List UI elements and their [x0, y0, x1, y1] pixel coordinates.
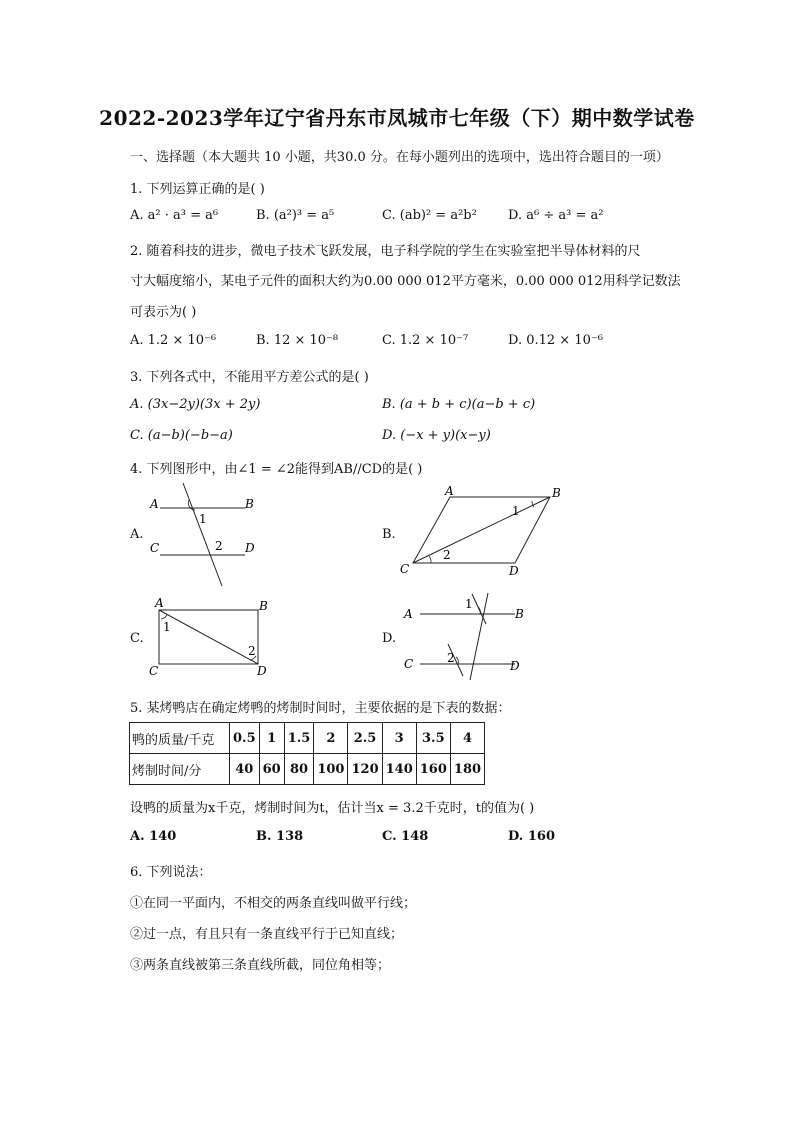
fig-d-angle-1: 1	[465, 597, 473, 611]
q2-option-b[interactable]: B. 12 × 10⁻⁸	[256, 333, 339, 348]
table-cell: 2.5	[348, 723, 382, 754]
fig-a-label-c: C	[150, 541, 160, 555]
q1-option-c[interactable]: C. (ab)² = a²b²	[382, 208, 477, 223]
table-cell: 160	[416, 754, 450, 785]
table-cell: 60	[259, 754, 284, 785]
table-cell: 40	[230, 754, 260, 785]
question-2-line-1: 2. 随着科技的进步，微电子技术飞跃发展，电子科学院的学生在实验室把半导体材料的尺	[130, 244, 641, 259]
fig-b-label-b: B	[552, 486, 561, 500]
q3-option-c[interactable]: C. (a−b)(−b−a)	[130, 428, 233, 443]
fig-b-angle-2: 2	[443, 548, 451, 562]
q1-option-a[interactable]: A. a² · a³ = a⁶	[130, 208, 219, 223]
table-header-mass: 鸭的质量/千克	[130, 723, 230, 754]
fig-a-label-d: D	[245, 541, 255, 555]
table-cell: 1.5	[284, 723, 314, 754]
q5-option-b[interactable]: B. 138	[256, 829, 304, 844]
q5-option-d[interactable]: D. 160	[508, 829, 555, 844]
fig-a-angle-1: 1	[199, 512, 207, 526]
fig-d-angle-2: 2	[447, 651, 455, 665]
question-5-question: 设鸭的质量为x千克，烤制时间为t，估计当x = 3.2千克时，t的值为( )	[130, 801, 535, 816]
q1-option-d[interactable]: D. a⁶ ÷ a³ = a²	[508, 208, 604, 223]
q6-statement-2: ②过一点，有且只有一条直线平行于已知直线；	[130, 927, 404, 942]
q6-statement-1: ①在同一平面内，不相交的两条直线叫做平行线；	[130, 896, 417, 911]
question-1-stem: 1. 下列运算正确的是( )	[130, 182, 265, 197]
table-cell: 140	[382, 754, 416, 785]
page-title: 2022-2023学年辽宁省丹东市凤城市七年级（下）期中数学试卷	[99, 106, 695, 130]
q2-option-d[interactable]: D. 0.12 × 10⁻⁶	[508, 333, 603, 348]
section-heading: 一、选择题（本大题共 10 小题，共30.0 分。在每小题列出的选项中，选出符合题目的一项）	[130, 150, 669, 165]
table-cell: 3	[382, 723, 416, 754]
q5-option-a[interactable]: A. 140	[130, 829, 177, 844]
fig-a-label-b: B	[245, 497, 254, 511]
table-cell: 100	[314, 754, 348, 785]
fig-d-label-c: C	[404, 657, 414, 671]
q4-option-c[interactable]: C.	[130, 631, 144, 646]
question-2-line-3: 可表示为( )	[130, 305, 197, 320]
question-2-line-2: 寸大幅度缩小，某电子元件的面积大约为0.00 000 012平方毫米，0.00 000 012用科学记数法	[130, 274, 681, 289]
table-row	[130, 754, 485, 785]
q4-option-a[interactable]: A.	[130, 527, 144, 542]
figure-b	[395, 485, 570, 580]
q3-option-d[interactable]: D. (−x + y)(x−y)	[382, 428, 491, 443]
table-cell: 80	[284, 754, 314, 785]
table-cell: 180	[450, 754, 484, 785]
fig-c-label-b: B	[259, 599, 268, 613]
fig-b-label-d: D	[509, 564, 519, 578]
table-cell: 120	[348, 754, 382, 785]
fig-a-label-a: A	[150, 497, 159, 511]
table-cell: 2	[314, 723, 348, 754]
fig-b-label-c: C	[400, 562, 410, 576]
q6-statement-3: ③两条直线被第三条直线所截，同位角相等；	[130, 958, 391, 973]
fig-c-angle-1: 1	[163, 620, 171, 634]
question-6-stem: 6. 下列说法：	[130, 865, 212, 880]
fig-d-label-a: A	[404, 607, 413, 621]
table-cell: 4	[450, 723, 484, 754]
table-cell: 1	[259, 723, 284, 754]
fig-d-label-b: B	[515, 607, 524, 621]
q3-option-a[interactable]: A. (3x−2y)(3x + 2y)	[130, 397, 261, 412]
question-5-stem: 5. 某烤鸭店在确定烤鸭的烤制时间时，主要依据的是下表的数据：	[130, 701, 511, 716]
table-header-time: 烤制时间/分	[130, 754, 230, 785]
fig-c-angle-2: 2	[248, 644, 256, 658]
fig-c-label-a: A	[155, 596, 164, 610]
q4-option-d[interactable]: D.	[382, 631, 397, 646]
q3-option-b[interactable]: B. (a + b + c)(a−b + c)	[382, 397, 536, 412]
q5-option-c[interactable]: C. 148	[382, 829, 429, 844]
question-4-stem: 4. 下列图形中，由∠1 = ∠2能得到AB//CD的是( )	[130, 462, 423, 477]
fig-b-label-a: A	[445, 485, 454, 498]
q1-option-b[interactable]: B. (a²)³ = a⁵	[256, 208, 335, 223]
fig-a-angle-2: 2	[215, 539, 223, 553]
fig-c-label-d: D	[257, 664, 267, 678]
table-row	[130, 723, 485, 754]
figure-d	[400, 588, 535, 683]
question-3-stem: 3. 下列各式中，不能用平方差公式的是( )	[130, 370, 369, 385]
q2-option-a[interactable]: A. 1.2 × 10⁻⁶	[130, 333, 217, 348]
q4-option-b[interactable]: B.	[382, 527, 396, 542]
figure-c	[145, 595, 275, 680]
table-cell: 3.5	[416, 723, 450, 754]
q2-option-c[interactable]: C. 1.2 × 10⁻⁷	[382, 333, 469, 348]
figure-a	[145, 480, 265, 590]
duck-roasting-table	[129, 722, 485, 785]
fig-d-label-d: D	[510, 659, 520, 673]
fig-c-label-c: C	[149, 664, 159, 678]
fig-b-angle-1: 1	[512, 504, 520, 518]
table-cell: 0.5	[230, 723, 260, 754]
